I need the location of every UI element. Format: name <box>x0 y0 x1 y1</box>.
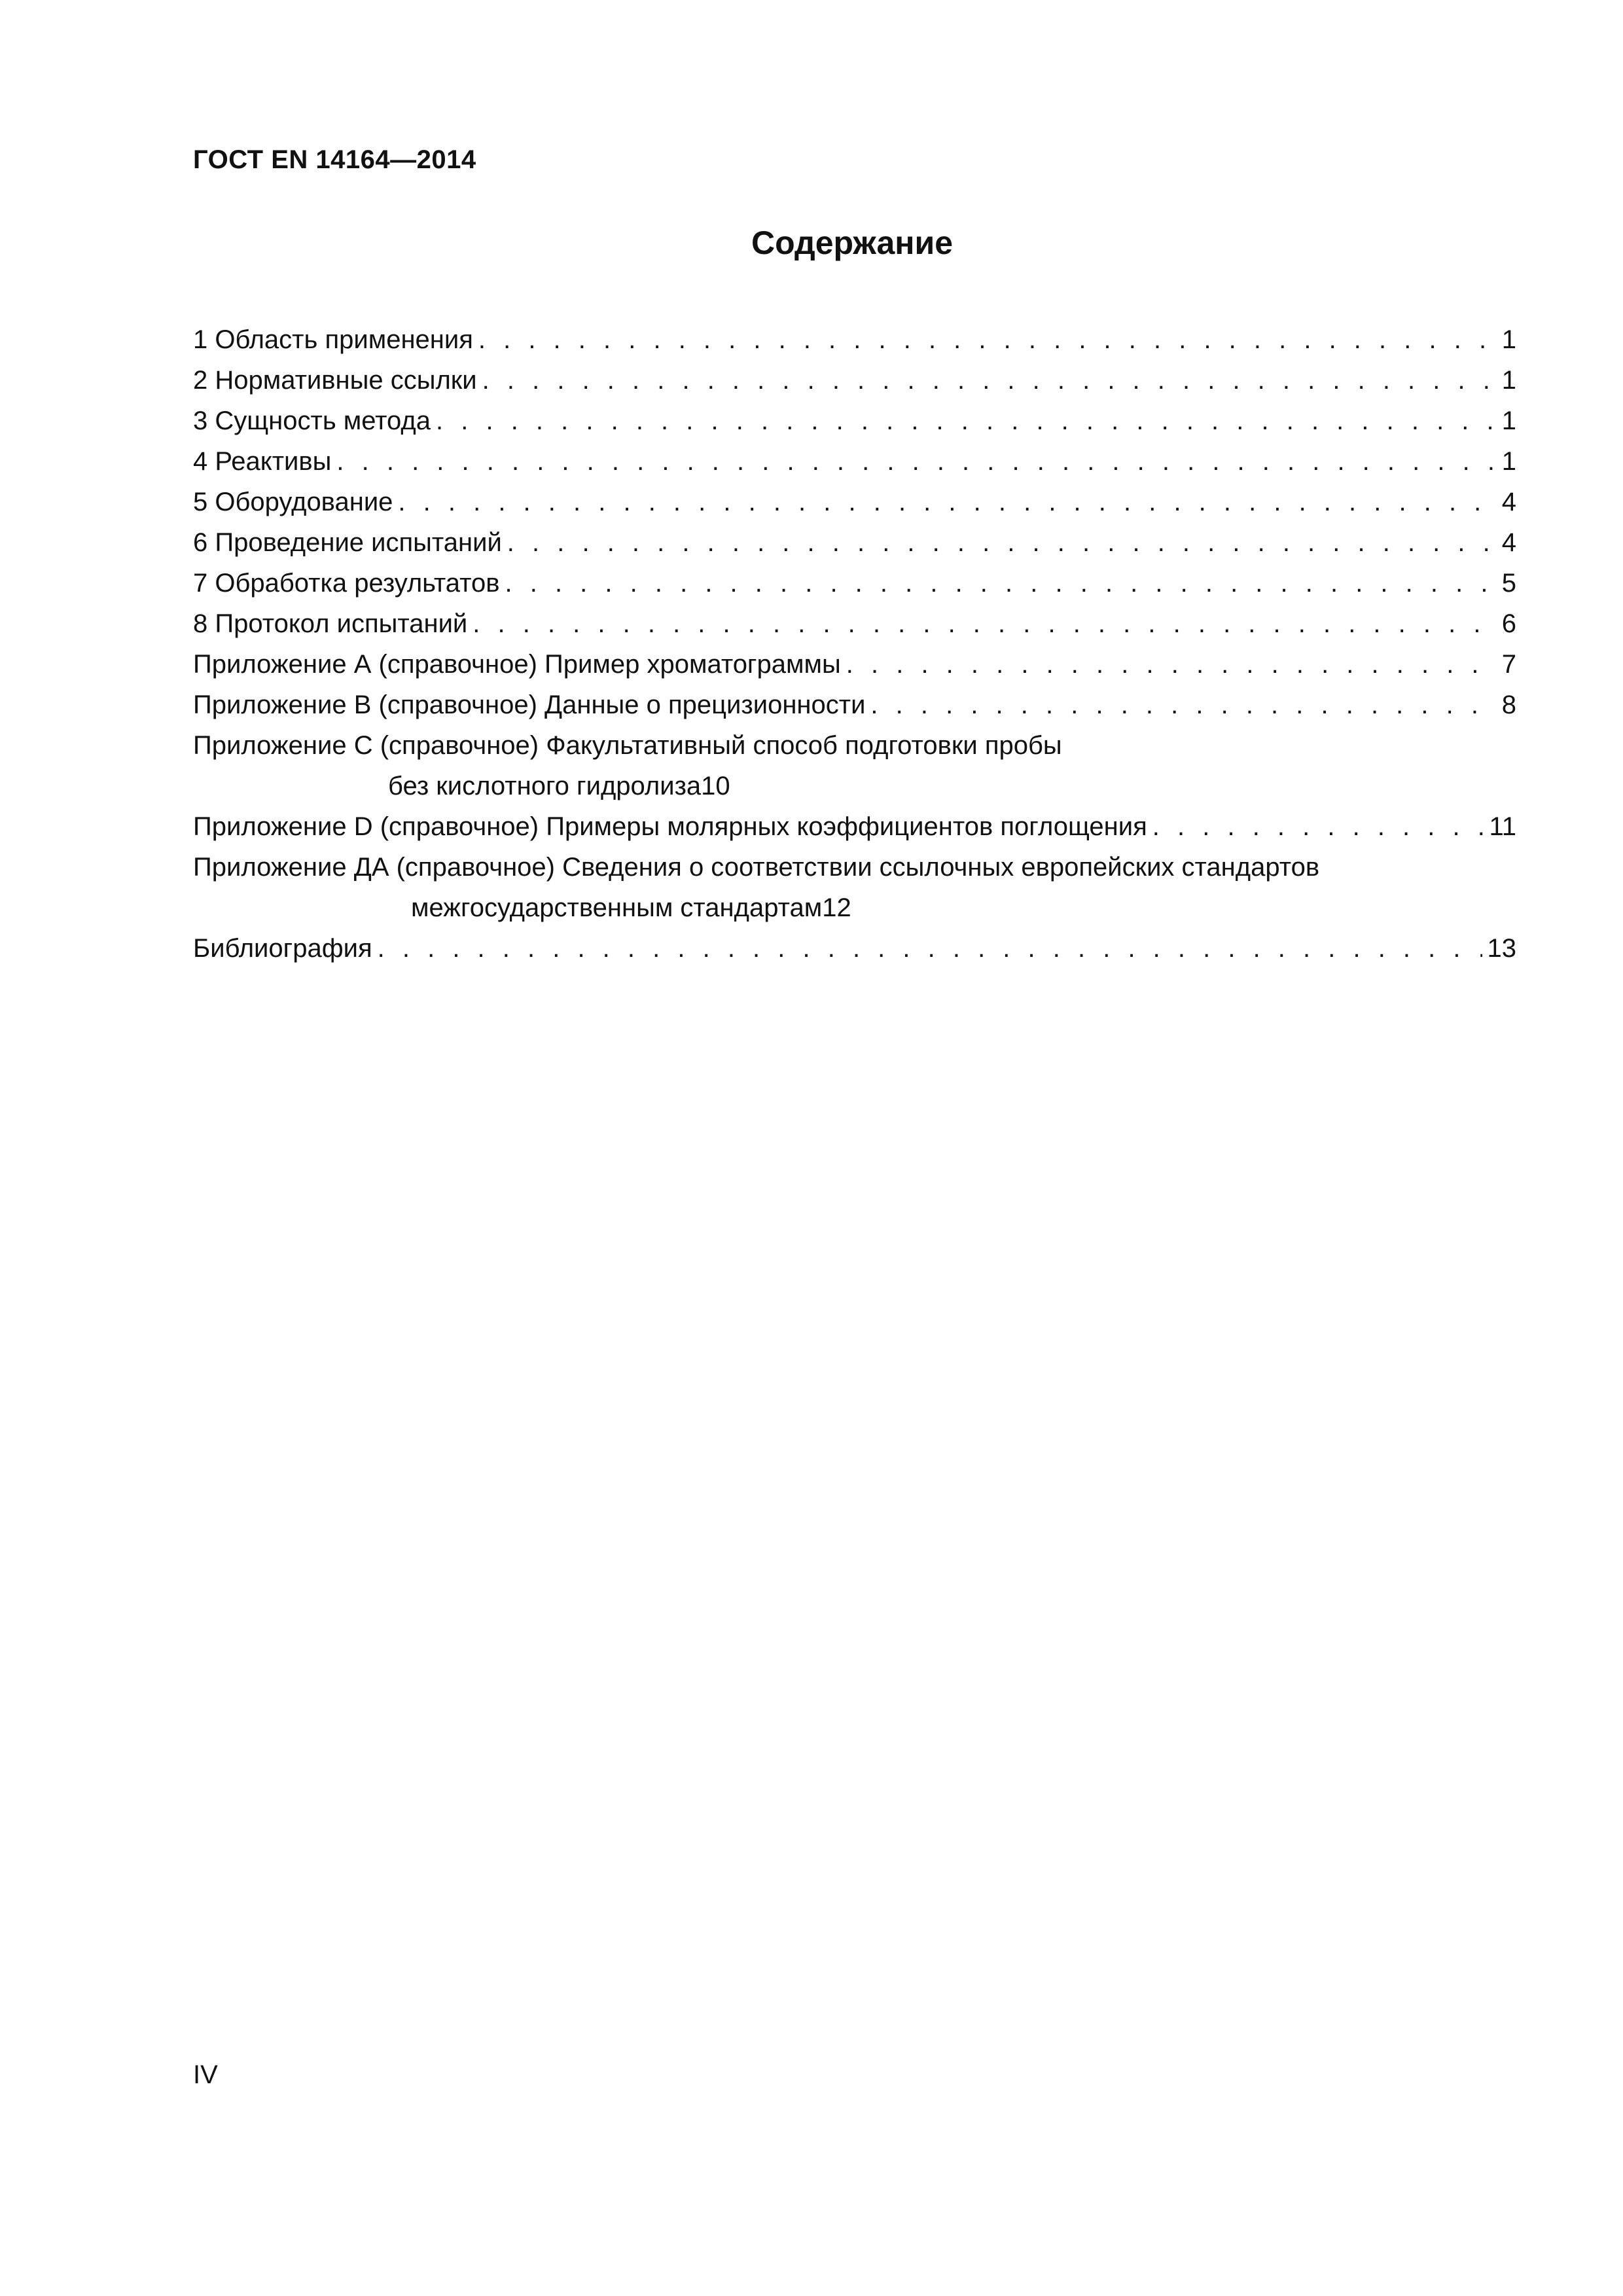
toc-entry-text: Библиография <box>193 934 372 963</box>
toc-entry-annex-da[interactable] <box>193 847 1516 928</box>
toc-entry-apparatus[interactable] <box>193 482 1516 522</box>
toc-page-number: 12 <box>822 893 851 922</box>
toc-entry-text: 1 Область применения <box>193 325 473 354</box>
toc-dot-leader <box>1152 806 1484 847</box>
toc-entry-text: Приложение С (справочное) Факультативный способ подготовки пробы <box>193 731 1062 760</box>
toc-page-number: 1 <box>1501 366 1516 395</box>
toc-dot-leader <box>482 360 1495 401</box>
toc-entry-annex-d[interactable] <box>193 806 1516 847</box>
toc-dot-leader <box>436 401 1495 441</box>
toc-entry-normative-references[interactable] <box>193 360 1516 401</box>
toc-entry-procedure[interactable] <box>193 522 1516 563</box>
toc-entry-test-report[interactable] <box>193 603 1516 644</box>
toc-entry-annex-a[interactable] <box>193 644 1516 685</box>
toc-page-number: 5 <box>1501 569 1516 598</box>
toc-entry-reagents[interactable] <box>193 441 1516 482</box>
table-of-contents <box>193 319 1516 969</box>
toc-entry-principle[interactable] <box>193 401 1516 441</box>
toc-entry-text: Приложение В (справочное) Данные о прецизионности <box>193 691 866 719</box>
toc-dot-leader <box>505 563 1496 603</box>
toc-page-number: 4 <box>1501 528 1516 557</box>
toc-page-number: 10 <box>701 772 730 800</box>
toc-entry-continuation: без кислотного гидролиза <box>388 772 702 800</box>
toc-entry-text: 2 Нормативные ссылки <box>193 366 477 395</box>
toc-entry-text: 7 Обработка результатов <box>193 569 500 598</box>
toc-entry-text: Приложение А (справочное) Пример хроматограммы <box>193 650 841 679</box>
toc-dot-leader <box>378 928 1482 969</box>
toc-page-number: 8 <box>1501 691 1516 719</box>
toc-entry-text: 6 Проведение испытаний <box>193 528 502 557</box>
toc-entry-annex-b[interactable] <box>193 685 1516 725</box>
toc-dot-leader <box>478 319 1495 360</box>
toc-entry-continuation: межгосударственным стандартам <box>411 893 823 922</box>
document-code-header: ГОСТ EN 14164—2014 <box>193 145 476 174</box>
toc-entry-scope[interactable] <box>193 319 1516 360</box>
toc-page-number: 6 <box>1501 609 1516 638</box>
toc-entry-text: 5 Оборудование <box>193 488 393 516</box>
toc-page-number: 13 <box>1487 934 1516 963</box>
toc-title: Содержание <box>751 224 954 261</box>
toc-entry-text: Приложение D (справочное) Примеры молярных коэффициентов поглощения <box>193 812 1147 841</box>
toc-page-number: 11 <box>1489 812 1516 841</box>
toc-page-number: 1 <box>1501 406 1516 435</box>
toc-entry-text: Приложение ДА (справочное) Сведения о соответствии ссылочных европейских стандартов <box>193 853 1320 882</box>
toc-page-number: 1 <box>1501 325 1516 354</box>
toc-dot-leader <box>336 441 1495 482</box>
toc-dot-leader <box>398 482 1495 522</box>
toc-page-number: 1 <box>1501 447 1516 476</box>
toc-dot-leader <box>473 603 1495 644</box>
toc-dot-leader <box>846 644 1495 685</box>
toc-entry-text: 8 Протокол испытаний <box>193 609 468 638</box>
toc-page-number: 4 <box>1501 488 1516 516</box>
toc-entry-text: 3 Сущность метода <box>193 406 431 435</box>
page-number: IV <box>193 2060 218 2089</box>
toc-entry-calculation[interactable] <box>193 563 1516 603</box>
toc-entry-text: 4 Реактивы <box>193 447 332 476</box>
toc-dot-leader <box>870 685 1495 725</box>
toc-entry-bibliography[interactable] <box>193 928 1516 969</box>
toc-entry-annex-c[interactable] <box>193 725 1516 806</box>
toc-dot-leader <box>507 522 1495 563</box>
toc-page-number: 7 <box>1501 650 1516 679</box>
